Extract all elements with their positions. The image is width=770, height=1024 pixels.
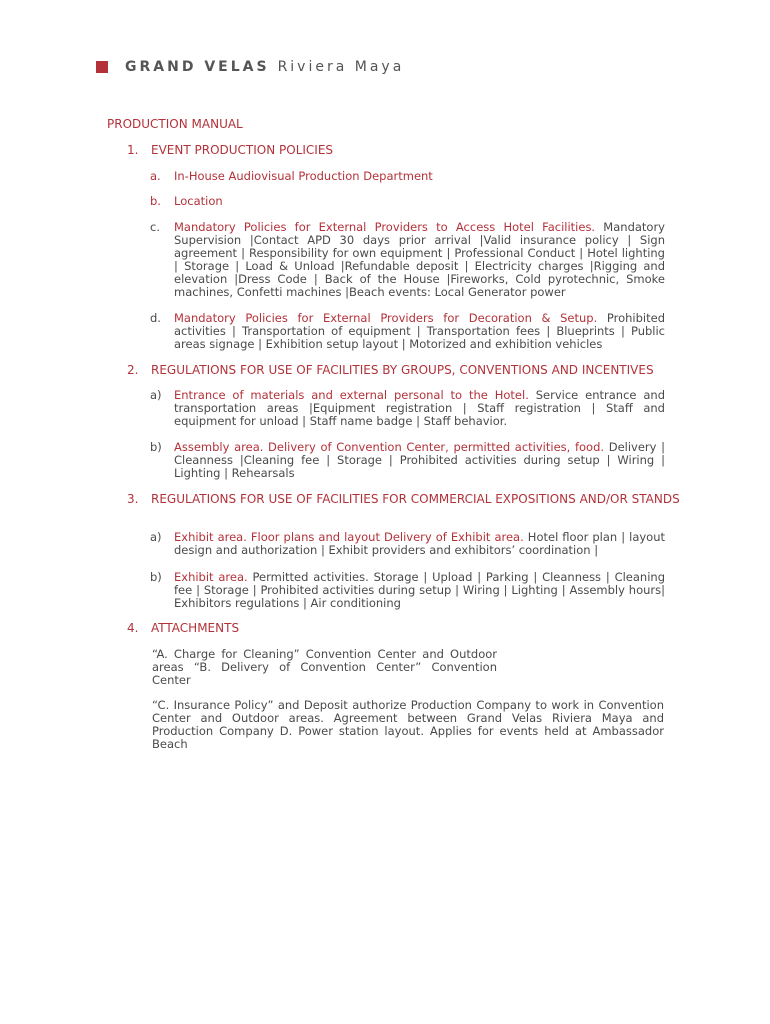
- list-item: [150, 441, 665, 480]
- section-title: EVENT PRODUCTION POLICIES: [151, 143, 334, 157]
- brand-header: [96, 57, 404, 77]
- item-text: Prohibited activities | Transportation of equipment | Transportation fees | Blueprints | Public areas signage | Exhibition setup layout | Motorized and exhibition vehicles: [174, 311, 666, 351]
- item-heading: In-House Audiovisual Production Department: [174, 169, 433, 183]
- brand-place: Riviera Maya: [277, 59, 405, 75]
- item-label: a): [150, 388, 162, 402]
- item-label: a.: [150, 169, 161, 183]
- item-text: Hotel floor plan | layout design and authorization | Exhibit providers and exhibitors’ coordination |: [174, 530, 666, 557]
- section-number: 4.: [127, 621, 139, 635]
- document-title: PRODUCTION MANUAL: [107, 117, 243, 131]
- list-item: [150, 170, 665, 183]
- list-item: [150, 221, 665, 299]
- item-heading: Mandatory Policies for External Providers for Decoration & Setup.: [174, 311, 598, 325]
- section-number: 1.: [127, 143, 139, 157]
- item-heading: Mandatory Policies for External Providers to Access Hotel Facilities.: [174, 220, 596, 234]
- list-item: [150, 312, 665, 351]
- item-label: d.: [150, 311, 161, 325]
- item-heading: Exhibit area.: [174, 570, 248, 584]
- list-item: [150, 531, 665, 557]
- brand-square-icon: [96, 61, 108, 73]
- item-label: c.: [150, 220, 160, 234]
- list-item: [150, 389, 665, 428]
- item-heading: Assembly area. Delivery of Convention Center, permitted activities, food.: [174, 440, 605, 454]
- item-text: Delivery | Cleanness |Cleaning fee | Storage | Prohibited activities during setup | Wiring | Lighting | Rehearsals: [174, 440, 666, 480]
- section-title: REGULATIONS FOR USE OF FACILITIES BY GROUPS, CONVENTIONS AND INCENTIVES: [151, 363, 654, 377]
- section-title: ATTACHMENTS: [151, 621, 240, 635]
- list-item: [150, 195, 665, 208]
- section-number: 3.: [127, 492, 139, 506]
- section-title: REGULATIONS FOR USE OF FACILITIES FOR COMMERCIAL EXPOSITIONS AND/OR STANDS: [151, 492, 680, 506]
- item-text: Mandatory Supervision |Contact APD 30 days prior arrival |Valid insurance policy | Sign agreement | Responsibility for own equipment | Professional Conduct | Hotel lighting | Storage | Load & Unload |Refundable deposit | Electricity charges |Rigging and elevation |Dress Code | Back of the House |Fireworks, Cold pyrotechnic, Smoke machines, Confetti machines |Beach events: Local Generator power: [174, 220, 665, 299]
- attachment-paragraph: “C. Insurance Policy” and Deposit authorize Production Company to work in Convention Center and Outdoor areas. Agreement between Grand Velas Riviera Maya and Production Company D. Power station layout. Applies for events held at Ambassador Beach: [152, 698, 664, 751]
- item-heading: Location: [174, 194, 223, 208]
- item-label: b): [150, 440, 162, 454]
- item-label: b): [150, 570, 162, 584]
- attachment-paragraph: “A. Charge for Cleaning” Convention Center and Outdoor areas “B. Delivery of Convention Center” Convention Center: [152, 647, 497, 687]
- section-number: 2.: [127, 363, 139, 377]
- item-heading: Exhibit area. Floor plans and layout Delivery of Exhibit area.: [174, 530, 524, 544]
- list-item: [150, 571, 665, 610]
- item-heading: Entrance of materials and external personal to the Hotel.: [174, 388, 529, 402]
- item-text: Service entrance and transportation areas |Equipment registration | Staff registration | Staff and equipment for unload | Staff name badge | Staff behavior.: [174, 388, 665, 428]
- item-label: a): [150, 530, 162, 544]
- brand-name: GRAND VELAS: [125, 59, 270, 75]
- item-label: b.: [150, 194, 161, 208]
- item-text: Permitted activities. Storage | Upload | Parking | Cleanness | Cleaning fee | Storage | Prohibited activities during setup | Wiring | Lighting | Assembly hours| Exhibitors regulations | Air conditioning: [174, 570, 665, 610]
